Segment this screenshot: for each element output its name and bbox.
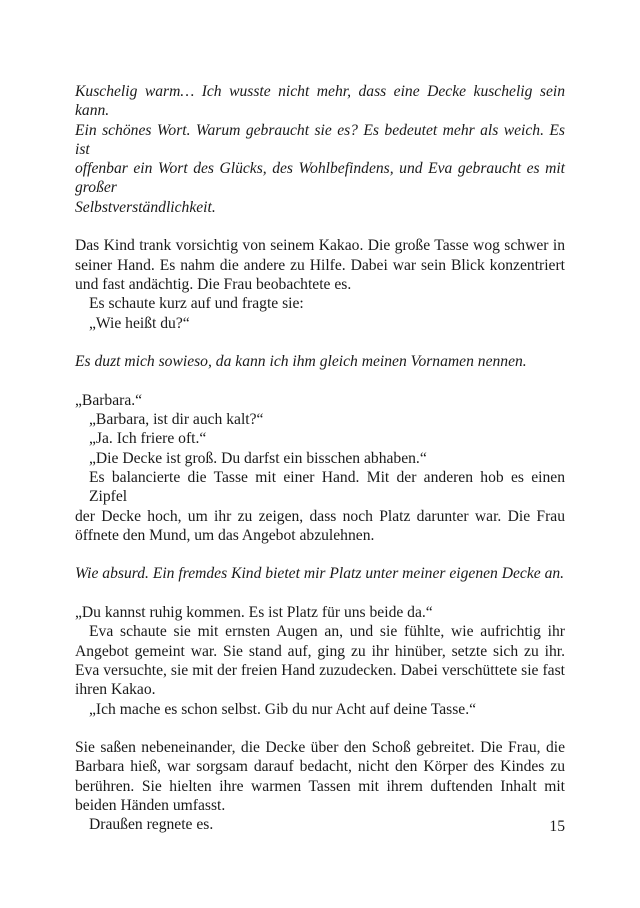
text-line: öffnete den Mund, um das Angebot abzulehnen. xyxy=(75,526,375,544)
body-text xyxy=(75,82,565,854)
text-line: Ein schönes Wort. Warum gebraucht sie es? Es bedeutet mehr als weich. Es ist xyxy=(75,121,565,158)
text-line: Es duzt mich sowieso, da kann ich ihm gleich meinen Vornamen nennen. xyxy=(75,353,527,371)
text-line: „Die Decke ist groß. Du darfst ein bisschen abhaben.“ xyxy=(89,449,427,467)
paragraph xyxy=(75,391,565,545)
italic-paragraph xyxy=(75,82,565,217)
text-line: „Ja. Ich friere oft.“ xyxy=(89,430,207,448)
text-line: Es schaute kurz auf und fragte sie: xyxy=(89,295,304,313)
text-line: seiner Hand. Es nahm die andere zu Hilfe. Dabei war sein Blick konzentriert xyxy=(75,256,565,274)
paragraph xyxy=(75,603,565,719)
text-line: „Wie heißt du?“ xyxy=(89,314,190,332)
paragraph xyxy=(75,236,565,332)
paragraph xyxy=(75,738,565,834)
italic-paragraph xyxy=(75,352,565,371)
text-line: beiden Händen umfasst. xyxy=(75,796,226,814)
text-line: „Barbara.“ xyxy=(75,391,143,409)
text-line: Eva schaute sie mit ernsten Augen an, und sie fühlte, wie aufrichtig ihr xyxy=(89,623,565,641)
text-line: offenbar ein Wort des Glücks, des Wohlbefindens, und Eva gebraucht es mit großer xyxy=(75,160,565,197)
text-line: Eva versuchte, sie mit der freien Hand zuzudecken. Dabei verschüttete sie fast xyxy=(75,661,565,679)
text-line: Es balancierte die Tasse mit einer Hand. Mit der anderen hob es einen Zipfel xyxy=(89,468,565,506)
text-line: und fast andächtig. Die Frau beobachtete es. xyxy=(75,275,352,293)
text-line: „Du kannst ruhig kommen. Es ist Platz für uns beide da.“ xyxy=(75,604,433,622)
text-line: der Decke hoch, um ihr zu zeigen, dass noch Platz darunter war. Die Frau xyxy=(75,507,565,525)
text-line: Das Kind trank vorsichtig von seinem Kakao. Die große Tasse wog schwer in xyxy=(75,237,565,255)
text-line: „Ich mache es schon selbst. Gib du nur Acht auf deine Tasse.“ xyxy=(89,700,477,718)
text-line: Kuschelig warm… Ich wusste nicht mehr, dass eine Decke kuschelig sein kann. xyxy=(75,83,565,120)
page-number: 15 xyxy=(549,818,565,835)
italic-paragraph xyxy=(75,564,565,583)
text-line: Angebot gemeint war. Sie stand auf, ging zu ihr hinüber, setzte sich zu ihr. xyxy=(75,642,565,660)
text-line: berühren. Sie hielten ihre warmen Tassen mit ihrem duftenden Inhalt mit xyxy=(75,777,565,795)
text-line: „Barbara, ist dir auch kalt?“ xyxy=(89,411,264,429)
text-line: Draußen regnete es. xyxy=(89,816,214,834)
text-line: Barbara hieß, war sorgsam darauf bedacht, nicht den Körper des Kindes zu xyxy=(75,758,565,776)
text-line: Selbstverständlichkeit. xyxy=(75,198,216,216)
text-line: Wie absurd. Ein fremdes Kind bietet mir Platz unter meiner eigenen Decke an. xyxy=(75,565,565,583)
text-line: Sie saßen nebeneinander, die Decke über den Schoß gebreitet. Die Frau, die xyxy=(75,739,565,757)
text-line: ihren Kakao. xyxy=(75,681,156,699)
